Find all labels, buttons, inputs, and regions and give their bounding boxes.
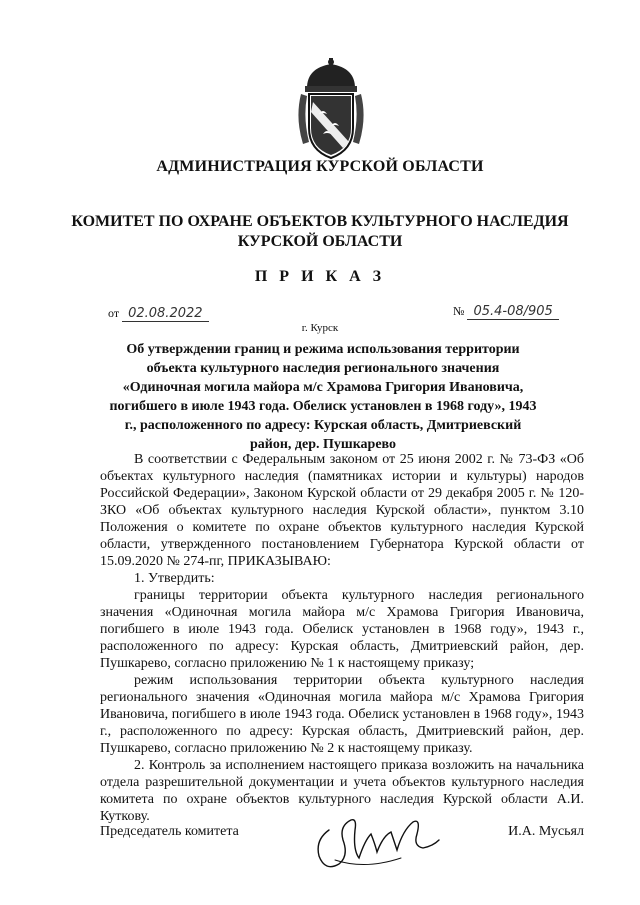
number-prefix: № <box>453 304 465 318</box>
order-title: П Р И К А З <box>254 268 386 285</box>
committee-title <box>0 212 640 252</box>
committee-title-line2: КУРСКОЙ ОБЛАСТИ <box>237 233 403 250</box>
city: г. Курск <box>301 322 339 334</box>
signer-name: И.А. Мусьял <box>508 824 584 839</box>
signature-icon <box>305 800 445 876</box>
number-value: 05.4-08/905 <box>467 304 558 320</box>
body-item-1: 1. Утвердить: <box>134 571 215 586</box>
coat-of-arms-icon <box>293 58 369 162</box>
body-item-1a: границы территории объекта культурного наследия регионального значения «Одиночная могила майора м/с Храмова Григория Ивановича, погибшего в июле 1943 года. Обелиск установлен в 1968 году», 1943 г., расположенного по адресу: Курская область, Дмитриевский район, дер. Пушкарево, согласно приложению № 1 к настоящему приказу; <box>100 588 584 671</box>
administration-title: АДМИНИСТРАЦИЯ КУРСКОЙ ОБЛАСТИ <box>156 158 484 175</box>
committee-title-line1: КОМИТЕТ ПО ОХРАНЕ ОБЪЕКТОВ КУЛЬТУРНОГО НАСЛЕДИЯ <box>71 213 569 230</box>
signer-title: Председатель комитета <box>100 824 239 839</box>
order-date <box>108 306 209 321</box>
order-body <box>100 451 584 825</box>
body-item-1b: режим использования территории объекта культурного наследия регионального значения «Одиночная могила майора м/с Храмова Григория Ивановича, погибшего в июле 1943 года. Обелиск установлен в 1968 году», 1943 г., расположенного по адресу: Курская область, Дмитриевский район, дер. Пушкарево, согласно приложению № 2 к настоящему приказу. <box>100 673 584 756</box>
body-intro: В соответствии с Федеральным законом от 25 июня 2002 г. № 73-ФЗ «Об объектах культурного наследия (памятниках истории и культуры) народов Российской Федерации», Законом Курской области от 29 декабря 2005 г. № 120-ЗКО «Об объектах культурного наследия Курской области», пунктом 3.10 Положения о комитете по охране объектов культурного наследия Курской области, утвержденного постановлением Губернатора Курской области от 15.09.2020 № 274-пг, ПРИКАЗЫВАЮ: <box>100 452 584 569</box>
date-value: 02.08.2022 <box>122 306 208 322</box>
order-number <box>453 304 559 319</box>
body-item-2: 2. Контроль за исполнением настоящего приказа возложить на начальника отдела разрешительной документации и учета объектов культурного наследия комитета по охране объектов культурного наследия Курской области А.И. Куткову. <box>100 758 584 824</box>
date-prefix: от <box>108 306 120 320</box>
order-subject: Об утверждении границ и режима использования территории объекта культурного наследия регионального значения «Одиночная могила майора м/с Храмова Григория Ивановича, погибшего в июле 1943 года. Обелиск установлен в 1968 году», 1943 г., расположенного по адресу: Курская область, Дмитриевский район, дер. Пушкарево <box>109 342 537 452</box>
